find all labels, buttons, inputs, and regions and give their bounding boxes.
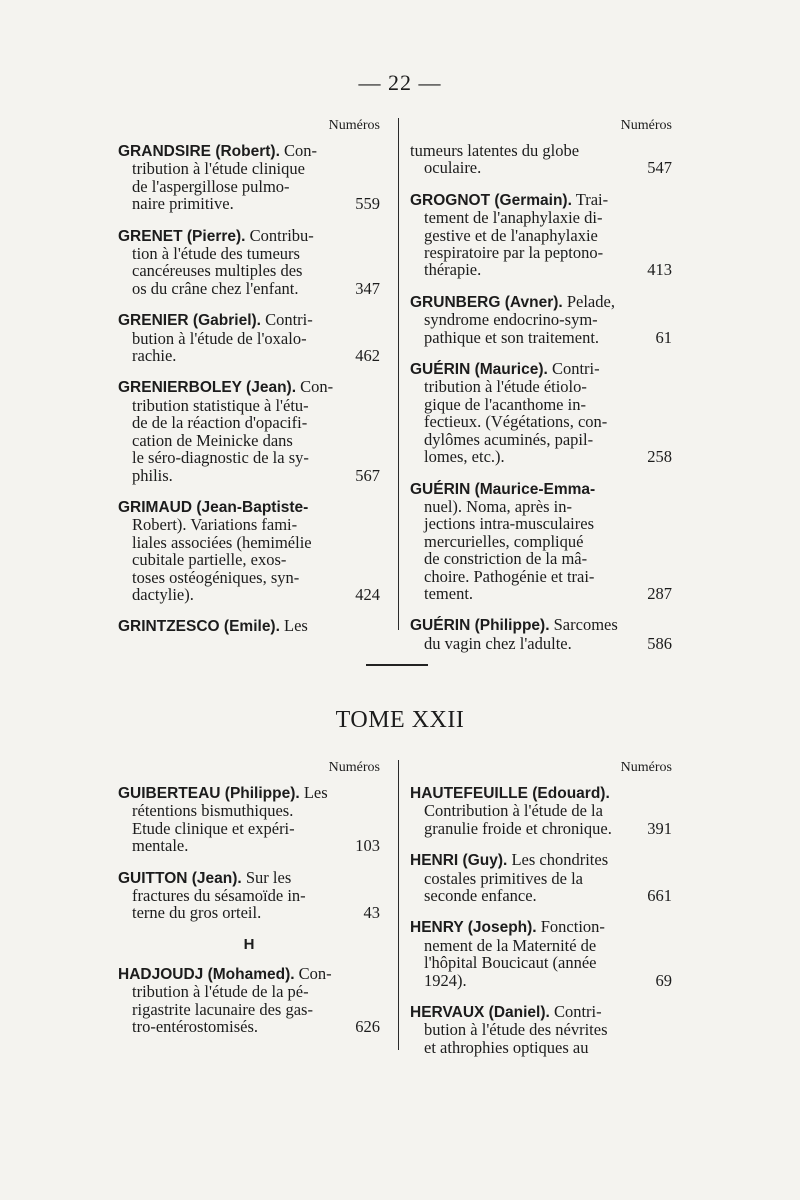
entry-line: [410, 585, 672, 602]
top-right-column: [410, 118, 672, 666]
entry-line: [410, 431, 672, 448]
entry-text: toses ostéogéniques, syn-: [132, 567, 300, 587]
entry-text: gique de l'acanthome in-: [424, 394, 586, 414]
entry-text: liales associées (hemimélie: [132, 532, 312, 552]
entry-line: [410, 887, 672, 904]
page-number: — 22 —: [358, 70, 442, 95]
entry-text: Con-: [298, 963, 332, 983]
entry-line: [118, 802, 380, 819]
thesis-number: 586: [647, 633, 672, 653]
entry-line: [118, 586, 380, 603]
entry-text: tribution à l'étude clinique: [132, 159, 305, 179]
entry-line: [118, 904, 380, 921]
entry-text: lomes, etc.).: [424, 447, 505, 467]
thesis-number: 61: [655, 327, 672, 347]
entry-line: [410, 191, 672, 209]
thesis-number: 69: [655, 970, 672, 990]
entry-text: tion à l'étude des tumeurs: [132, 244, 300, 264]
entry-text: Robert). Variations fami-: [132, 515, 298, 535]
author-name: HENRI (Guy).: [410, 852, 508, 870]
entry-line: [410, 1003, 672, 1021]
entry-line: [410, 851, 672, 869]
entry-line: [118, 1001, 380, 1018]
entry-line: [118, 449, 380, 466]
entry-line: [118, 397, 380, 414]
entry-text: tribution à l'étude de la pé-: [132, 982, 309, 1002]
entry-text: nuel). Noma, après in-: [424, 496, 572, 516]
entry-line: [118, 516, 380, 533]
entry-text: le séro-diagnostic de la sy-: [132, 448, 309, 468]
column-header: Numéros: [620, 760, 672, 775]
entry-text: nement de la Maternité de: [424, 935, 597, 955]
entry-text: Sur les: [245, 867, 292, 887]
entry-line: [118, 432, 380, 449]
entry-line: [118, 195, 380, 212]
thesis-number: 43: [363, 903, 380, 923]
entry-text: respiratoire par la peptono-: [424, 243, 604, 263]
entry-text: tement de l'anaphylaxie di-: [424, 208, 603, 228]
entry-text: Contri-: [265, 310, 313, 330]
entry-line: [410, 550, 672, 567]
entry-text: Etude clinique et expéri-: [132, 818, 295, 838]
entry-line: [118, 534, 380, 551]
entry-line: [410, 635, 672, 652]
entry-line: [118, 820, 380, 837]
entry-text: naire primitive.: [132, 194, 234, 214]
entry-text: choire. Pathogénie et trai-: [424, 566, 595, 586]
column-header: Numéros: [620, 118, 672, 133]
entry-line: [118, 1018, 380, 1035]
entry-line: [410, 820, 672, 837]
entry-line: [118, 983, 380, 1000]
author-name: GRUNBERG (Avner).: [410, 293, 563, 311]
thesis-number: 287: [647, 583, 672, 603]
entry-text: Con-: [284, 141, 318, 160]
index-entry: [410, 616, 672, 652]
entry-text: Les: [303, 783, 328, 802]
entry-line: [410, 378, 672, 395]
bottom-left-column: [118, 760, 380, 1049]
entry-list: [118, 142, 380, 636]
entry-line: [410, 1021, 672, 1038]
entry-text: dylômes acuminés, papil-: [424, 429, 594, 449]
entry-text: rétentions bismuthiques.: [132, 801, 294, 821]
entry-list: [410, 784, 672, 1056]
index-entry: [118, 869, 380, 922]
thesis-number: 258: [647, 447, 672, 467]
author-name: HERVAUX (Daniel).: [410, 1004, 550, 1022]
entry-line: [118, 178, 380, 195]
entry-text: os du crâne chez l'enfant.: [132, 278, 299, 298]
entry-line: [410, 498, 672, 515]
entry-line: [118, 160, 380, 177]
index-entry: [118, 311, 380, 364]
entry-text: Trai-: [575, 189, 609, 209]
entry-line: [118, 837, 380, 854]
entry-text: syndrome endocrino-sym-: [424, 310, 598, 330]
entry-line: [410, 159, 672, 176]
index-entry: [118, 784, 380, 855]
entry-line: [118, 887, 380, 904]
thesis-number: 424: [355, 584, 380, 604]
entry-text: Les chondrites: [511, 850, 609, 870]
entry-line: [118, 227, 380, 245]
thesis-number: 413: [647, 260, 672, 280]
entry-text: bution à l'étude des névrites: [424, 1020, 608, 1040]
top-left-column: [118, 118, 380, 650]
entry-text: cancéreuses multiples des: [132, 261, 303, 281]
entry-line: [118, 347, 380, 364]
entry-text: l'hôpital Boucicaut (année: [424, 953, 597, 973]
entry-line: [118, 311, 380, 329]
entry-line: [410, 515, 672, 532]
entry-line: [410, 480, 672, 498]
entry-text: Con-: [300, 377, 334, 397]
entry-line: [118, 245, 380, 262]
entry-text: tement.: [424, 583, 474, 603]
thesis-number: 462: [355, 346, 380, 366]
entry-text: mercurielles, compliqué: [424, 531, 584, 551]
index-entry: [410, 293, 672, 346]
column-header: Numéros: [328, 118, 380, 133]
entry-text: thérapie.: [424, 260, 482, 280]
entry-line: [410, 227, 672, 244]
index-entry: [410, 480, 672, 603]
entry-text: mentale.: [132, 836, 189, 856]
entry-text: Les: [284, 616, 308, 636]
entry-text: de de la réaction d'opacifi-: [132, 413, 308, 433]
entry-line: [118, 467, 380, 484]
entry-line: [410, 311, 672, 328]
author-name: GRIMAUD (Jean-Baptiste-: [118, 498, 309, 516]
entry-text: Contribution à l'étude de la: [424, 801, 603, 821]
author-name: HENRY (Joseph).: [410, 919, 537, 937]
entry-line: [410, 937, 672, 954]
author-name: GUÉRIN (Maurice-Emma-: [410, 480, 596, 498]
entry-line: [410, 360, 672, 378]
author-name: GRANDSIRE (Robert).: [118, 143, 280, 160]
top-section: [118, 118, 680, 653]
index-entry: [118, 617, 380, 635]
entry-line: [410, 784, 672, 802]
entry-line: [410, 293, 672, 311]
entry-line: [118, 280, 380, 297]
column-divider: [398, 760, 399, 1050]
index-entry: [118, 227, 380, 298]
entry-text: rachie.: [132, 346, 177, 366]
entry-line: [118, 414, 380, 431]
entry-text: Contri-: [553, 1002, 602, 1022]
index-entry: [410, 784, 672, 837]
thesis-number: 391: [647, 818, 672, 838]
thesis-number: 347: [355, 278, 380, 298]
entry-line: [118, 965, 380, 983]
entry-line: [410, 1039, 672, 1056]
entry-text: costales primitives de la: [424, 868, 583, 888]
entry-line: [118, 330, 380, 347]
entry-line: [410, 142, 672, 159]
entry-text: seconde enfance.: [424, 886, 537, 906]
letter-heading: H: [243, 935, 255, 953]
entry-line: [118, 551, 380, 568]
entry-text: rigastrite lacunaire des gas-: [132, 999, 313, 1019]
entry-text: bution à l'étude de l'oxalo-: [132, 328, 307, 348]
entry-text: 1924).: [424, 970, 467, 990]
entry-line: [410, 533, 672, 550]
entry-list: [118, 784, 380, 922]
entry-line: [118, 142, 380, 160]
entry-line: [410, 870, 672, 887]
entry-text: cubitale partielle, exos-: [132, 550, 287, 570]
author-name: GUÉRIN (Philippe).: [410, 617, 550, 635]
entry-text: tro-entérostomisés.: [132, 1017, 259, 1037]
thesis-number: 547: [647, 158, 672, 178]
entry-line: [118, 617, 380, 635]
entry-text: fectieux. (Végétations, con-: [424, 412, 608, 432]
tome-title: TOME XXII: [335, 707, 465, 733]
entry-text: gestive et de l'anaphylaxie: [424, 225, 598, 245]
index-entry: [118, 378, 380, 483]
entry-line: [410, 972, 672, 989]
index-entry: [410, 142, 672, 177]
column-divider: [398, 118, 399, 630]
entry-line: [410, 616, 672, 634]
entry-line: [118, 378, 380, 396]
entry-line: [118, 569, 380, 586]
entry-line: [410, 261, 672, 278]
entry-text: Contri-: [551, 359, 600, 379]
bottom-right-column: [410, 760, 672, 1070]
entry-text: granulie froide et chronique.: [424, 818, 612, 838]
thesis-number: 567: [355, 465, 380, 485]
entry-text: tribution statistique à l'étu-: [132, 395, 309, 415]
entry-line: [410, 329, 672, 346]
author-name: HAUTEFEUILLE (Edouard).: [410, 785, 610, 802]
index-entry: [410, 1003, 672, 1056]
author-name: GRENET (Pierre).: [118, 227, 246, 245]
index-entry: [118, 142, 380, 213]
thesis-number: 661: [647, 886, 672, 906]
entry-text: Contribu-: [249, 225, 314, 245]
entry-text: et athrophies optiques au: [424, 1037, 589, 1057]
entry-text: terne du gros orteil.: [132, 903, 262, 923]
author-name: GRENIER (Gabriel).: [118, 312, 261, 330]
entry-text: du vagin chez l'adulte.: [424, 633, 572, 653]
author-name: GRINTZESCO (Emile).: [118, 618, 280, 636]
thesis-number: 559: [355, 194, 380, 214]
entry-line: [118, 784, 380, 802]
entry-line: [410, 413, 672, 430]
author-name: GRENIERBOLEY (Jean).: [118, 379, 297, 397]
entry-text: de l'aspergillose pulmo-: [132, 176, 290, 196]
index-entry: [410, 851, 672, 904]
index-entry: [118, 965, 380, 1036]
entry-line: [118, 498, 380, 516]
entry-line: [410, 918, 672, 936]
index-entry: [410, 191, 672, 279]
author-name: GUÉRIN (Maurice).: [410, 361, 548, 379]
entry-text: dactylie).: [132, 584, 194, 604]
author-name: GROGNOT (Germain).: [410, 191, 572, 209]
entry-text: de constriction de la mâ-: [424, 549, 588, 569]
entry-line: [118, 262, 380, 279]
entry-line: [410, 244, 672, 261]
entry-line: [118, 869, 380, 887]
entry-text: Sarcomes: [553, 615, 618, 635]
column-header: Numéros: [328, 760, 380, 775]
bottom-section: [118, 760, 680, 1057]
entry-list: [410, 142, 672, 652]
index-entry: [410, 360, 672, 465]
entry-text: oculaire.: [424, 158, 482, 178]
entry-text: Fonction-: [540, 917, 605, 937]
entry-text: Pelade,: [566, 291, 615, 311]
entry-text: pathique et son traitement.: [424, 327, 600, 347]
index-entry: [118, 498, 380, 603]
thesis-number: 626: [355, 1017, 380, 1037]
entry-text: philis.: [132, 465, 173, 485]
thesis-number: 103: [355, 836, 380, 856]
entry-line: [410, 802, 672, 819]
author-name: GUIBERTEAU (Philippe).: [118, 785, 300, 802]
entry-text: cation de Meinicke dans: [132, 430, 293, 450]
entry-text: tribution à l'étude étiolo-: [424, 377, 587, 397]
author-name: GUITTON (Jean).: [118, 869, 242, 887]
section-divider: [366, 664, 428, 666]
author-name: HADJOUDJ (Mohamed).: [118, 965, 295, 983]
entry-text: jections intra-musculaires: [424, 514, 594, 534]
index-entry: [410, 918, 672, 989]
entry-line: [410, 396, 672, 413]
entry-line: [410, 209, 672, 226]
entry-line: [410, 448, 672, 465]
entry-text: fractures du sésamoïde in-: [132, 886, 306, 906]
entry-line: [410, 954, 672, 971]
entry-text: tumeurs latentes du globe: [410, 141, 580, 160]
entry-list: [118, 965, 380, 1036]
entry-line: [410, 568, 672, 585]
